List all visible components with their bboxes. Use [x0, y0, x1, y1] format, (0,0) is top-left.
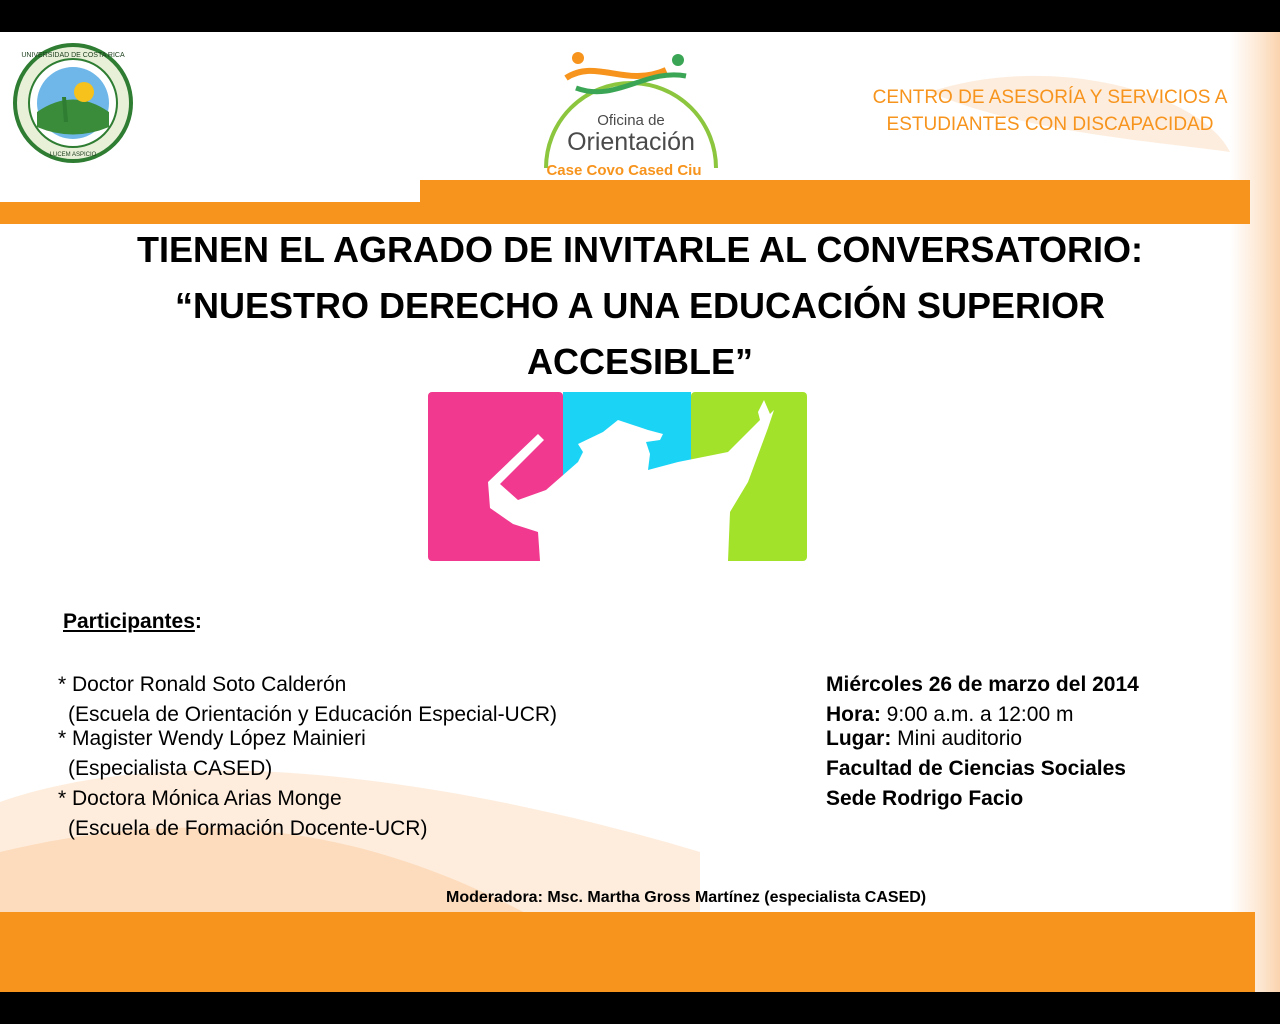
oficina-orientacion-logo [536, 48, 726, 180]
title-line-1: TIENEN EL AGRADO DE INVITARLE AL CONVERSATORIO: [136, 229, 1144, 270]
title-line-3: ACCESIBLE” [526, 341, 754, 382]
graduate-silhouette-image [428, 392, 807, 561]
invitation-slide [0, 32, 1280, 992]
participant-1-institution: (Escuela de Orientación y Educación Especial-UCR) [68, 703, 558, 726]
logo-line2: Orientación [567, 128, 695, 156]
event-faculty: Facultad de Ciencias Sociales [826, 757, 1126, 780]
title-line-2: “NUESTRO DERECHO A UNA EDUCACIÓN SUPERIOR [174, 285, 1106, 326]
participant-1-name: * Doctor Ronald Soto Calderón [58, 673, 347, 696]
seal-text-top: UNIVERSIDAD DE COSTA RICA [21, 52, 125, 59]
top-letterbox [0, 0, 1280, 32]
event-campus: Sede Rodrigo Facio [826, 787, 1024, 810]
bottom-letterbox [0, 992, 1280, 1024]
header-orange-band-lower [0, 202, 1250, 224]
logo-line3: Case Covo Cased Ciu [546, 162, 702, 179]
cased-line-1: CENTRO DE ASESORÍA Y SERVICIOS A [872, 87, 1228, 108]
ucr-seal-logo [12, 42, 134, 164]
seal-text-bottom: LUCEM ASPICIO [49, 152, 97, 158]
event-time: Hora: 9:00 a.m. a 12:00 m [826, 703, 1074, 726]
event-date: Miércoles 26 de marzo del 2014 [826, 673, 1139, 696]
participant-3-institution: (Escuela de Formación Docente-UCR) [68, 817, 428, 840]
participant-2-institution: (Especialista CASED) [68, 757, 273, 780]
header-orange-band-upper [420, 180, 1250, 204]
participant-2-name: * Magister Wendy López Mainieri [58, 727, 366, 750]
event-details [826, 670, 1139, 814]
participant-3-name: * Doctora Mónica Arias Monge [58, 787, 342, 810]
participants-label: Participantes: [63, 610, 202, 633]
cased-heading [860, 84, 1240, 138]
event-place: Lugar: Mini auditorio [826, 727, 1023, 750]
participants-list [58, 670, 557, 844]
moderator-line: Moderadora: Msc. Martha Gross Martínez (especialista CASED) [446, 889, 927, 906]
logo-line1: Oficina de [597, 112, 665, 129]
invitation-title [40, 222, 1240, 390]
footer-orange-band [0, 912, 1255, 992]
cased-line-2: ESTUDIANTES CON DISCAPACIDAD [886, 114, 1214, 135]
